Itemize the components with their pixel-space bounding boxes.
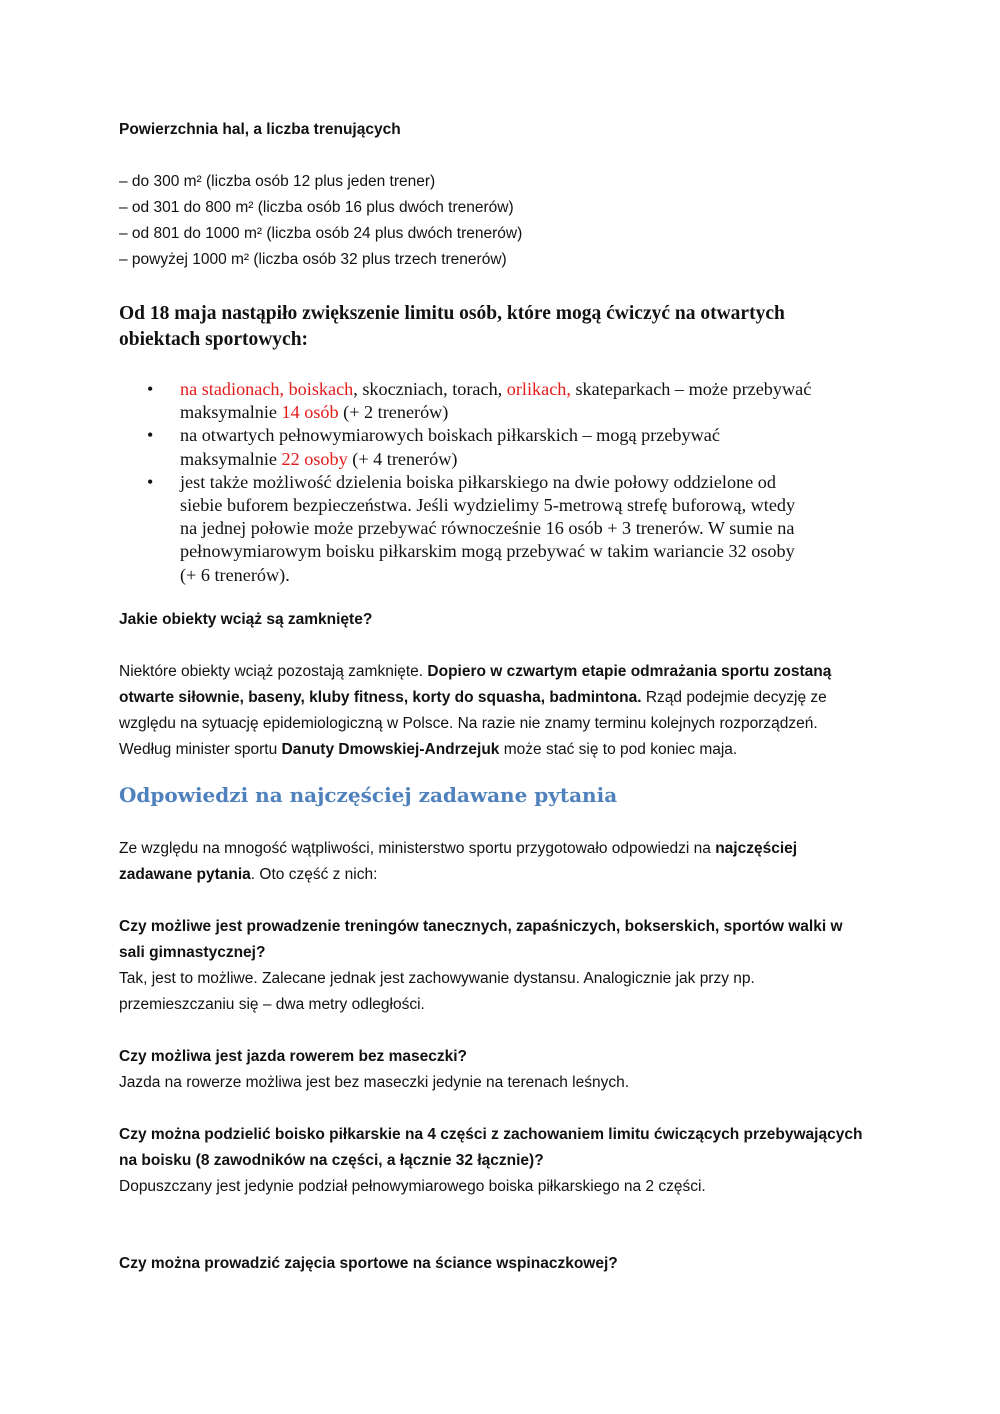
paragraph-line [119, 840, 797, 858]
paragraph-line [119, 741, 737, 759]
faq-question: Czy możliwa jest jazda rowerem bez maseczki? [119, 1048, 468, 1065]
bold-text: Danuty Dmowskiej-Andrzejuk [281, 741, 500, 758]
text-run: maksymalnie [180, 402, 282, 423]
section-heading-limits [119, 301, 879, 353]
list-item: – od 801 do 1000 m² (liczba osób 24 plus dwóch trenerów) [119, 225, 523, 242]
faq-answer: Dopuszczany jest jedynie podział pełnowymiarowego boiska piłkarskiego na 2 części. [119, 1178, 706, 1195]
text-run: , skoczniach, torach, [353, 379, 507, 399]
limits-bullet-list [145, 378, 905, 587]
list-item: – powyżej 1000 m² (liczba osób 32 plus trzech trenerów) [119, 251, 507, 268]
bold-text: zadawane pytania [119, 866, 251, 883]
highlight-text: na stadionach, boiskach [180, 379, 354, 399]
list-item [145, 471, 905, 587]
text-run: (+ 2 trenerów) [338, 402, 449, 423]
paragraph-line: względu na sytuację epidemiologiczną w Polsce. Na razie nie znamy terminu kolejnych rozporządzeń. [119, 715, 818, 732]
highlight-text: 14 osób [281, 402, 339, 423]
text-run: Niektóre obiekty wciąż pozostają zamknięte. [119, 663, 428, 680]
bullet-icon: • [147, 471, 154, 492]
faq-question: Czy można prowadzić zajęcia sportowe na ściance wspinaczkowej? [119, 1255, 618, 1272]
text-run: (+ 6 trenerów). [180, 564, 290, 585]
list-item [145, 378, 905, 424]
text-run: (+ 4 trenerów) [347, 448, 458, 469]
heading-line: Od 18 maja nastąpiło zwiększenie limitu osób, które mogą ćwiczyć na otwartych [119, 303, 785, 324]
text-run: Według minister sportu [119, 741, 282, 758]
section-heading-hall-area: Powierzchnia hal, a liczba trenujących [119, 121, 401, 138]
faq-question: sali gimnastycznej? [119, 944, 266, 961]
faq-question: Czy można podzielić boisko piłkarskie na 4 części z zachowaniem limitu ćwiczących przebywających [119, 1126, 863, 1143]
faq-answer: Tak, jest to możliwe. Zalecane jednak jest zachowywanie dystansu. Analogicznie jak przy np. [119, 970, 755, 987]
faq-question: Czy możliwe jest prowadzenie treningów tanecznych, zapaśniczych, bokserskich, sportów walki w [119, 918, 843, 935]
bold-text: otwarte siłownie, baseny, kluby fitness, korty do squasha, badmintona. [119, 689, 642, 706]
bullet-icon: • [147, 379, 154, 399]
highlight-text: orlikach, [506, 379, 571, 399]
highlight-text: 22 osoby [281, 448, 348, 469]
list-item: – od 301 do 800 m² (liczba osób 16 plus dwóch trenerów) [119, 199, 514, 216]
paragraph-line [119, 689, 827, 707]
heading-line: obiektach sportowych: [119, 329, 309, 350]
paragraph-line [119, 663, 831, 681]
text-run: skateparkach – może przebywać [570, 379, 812, 399]
text-run: Rząd podejmie decyzję ze [641, 689, 827, 706]
text-run: Ze względu na mnogość wątpliwości, ministerstwo sportu przygotowało odpowiedzi na [119, 840, 716, 857]
text-run: pełnowymiarowym boisku piłkarskim mogą przebywać w takim wariancie 32 osoby [180, 541, 795, 562]
paragraph-line [119, 866, 377, 884]
faq-answer: Jazda na rowerze możliwa jest bez maseczki jedynie na terenach leśnych. [119, 1074, 630, 1091]
text-run: maksymalnie [180, 448, 282, 469]
text-run: siebie buforem bezpieczeństwa. Jeśli wydzielimy 5-metrową strefę buforową, wtedy [180, 495, 796, 516]
text-run: na otwartych pełnowymiarowych boiskach piłkarskich – mogą przebywać [180, 425, 720, 446]
list-item [145, 424, 905, 470]
text-run: jest także możliwość dzielenia boiska piłkarskiego na dwie połowy oddzielone od [180, 471, 776, 492]
faq-heading: Odpowiedzi na najczęściej zadawane pytania [119, 783, 618, 807]
bullet-icon: • [147, 425, 154, 446]
faq-answer: przemieszczaniu się – dwa metry odległości. [119, 996, 425, 1013]
faq-question: na boisku (8 zawodników na części, a łącznie 32 łącznie)? [119, 1152, 544, 1169]
text-run: na jednej połowie może przebywać równocześnie 16 osób + 3 trenerów. W sumie na [180, 518, 795, 539]
list-item: – do 300 m² (liczba osób 12 plus jeden trener) [119, 173, 436, 190]
bold-text: Dopiero w czwartym etapie odmrażania sportu zostaną [427, 663, 832, 680]
text-run: . Oto część z nich: [250, 866, 378, 883]
bold-text: najczęściej [715, 840, 798, 857]
section-heading-closed-facilities: Jakie obiekty wciąż są zamknięte? [119, 611, 373, 628]
text-run: może stać się to pod koniec maja. [499, 741, 738, 758]
